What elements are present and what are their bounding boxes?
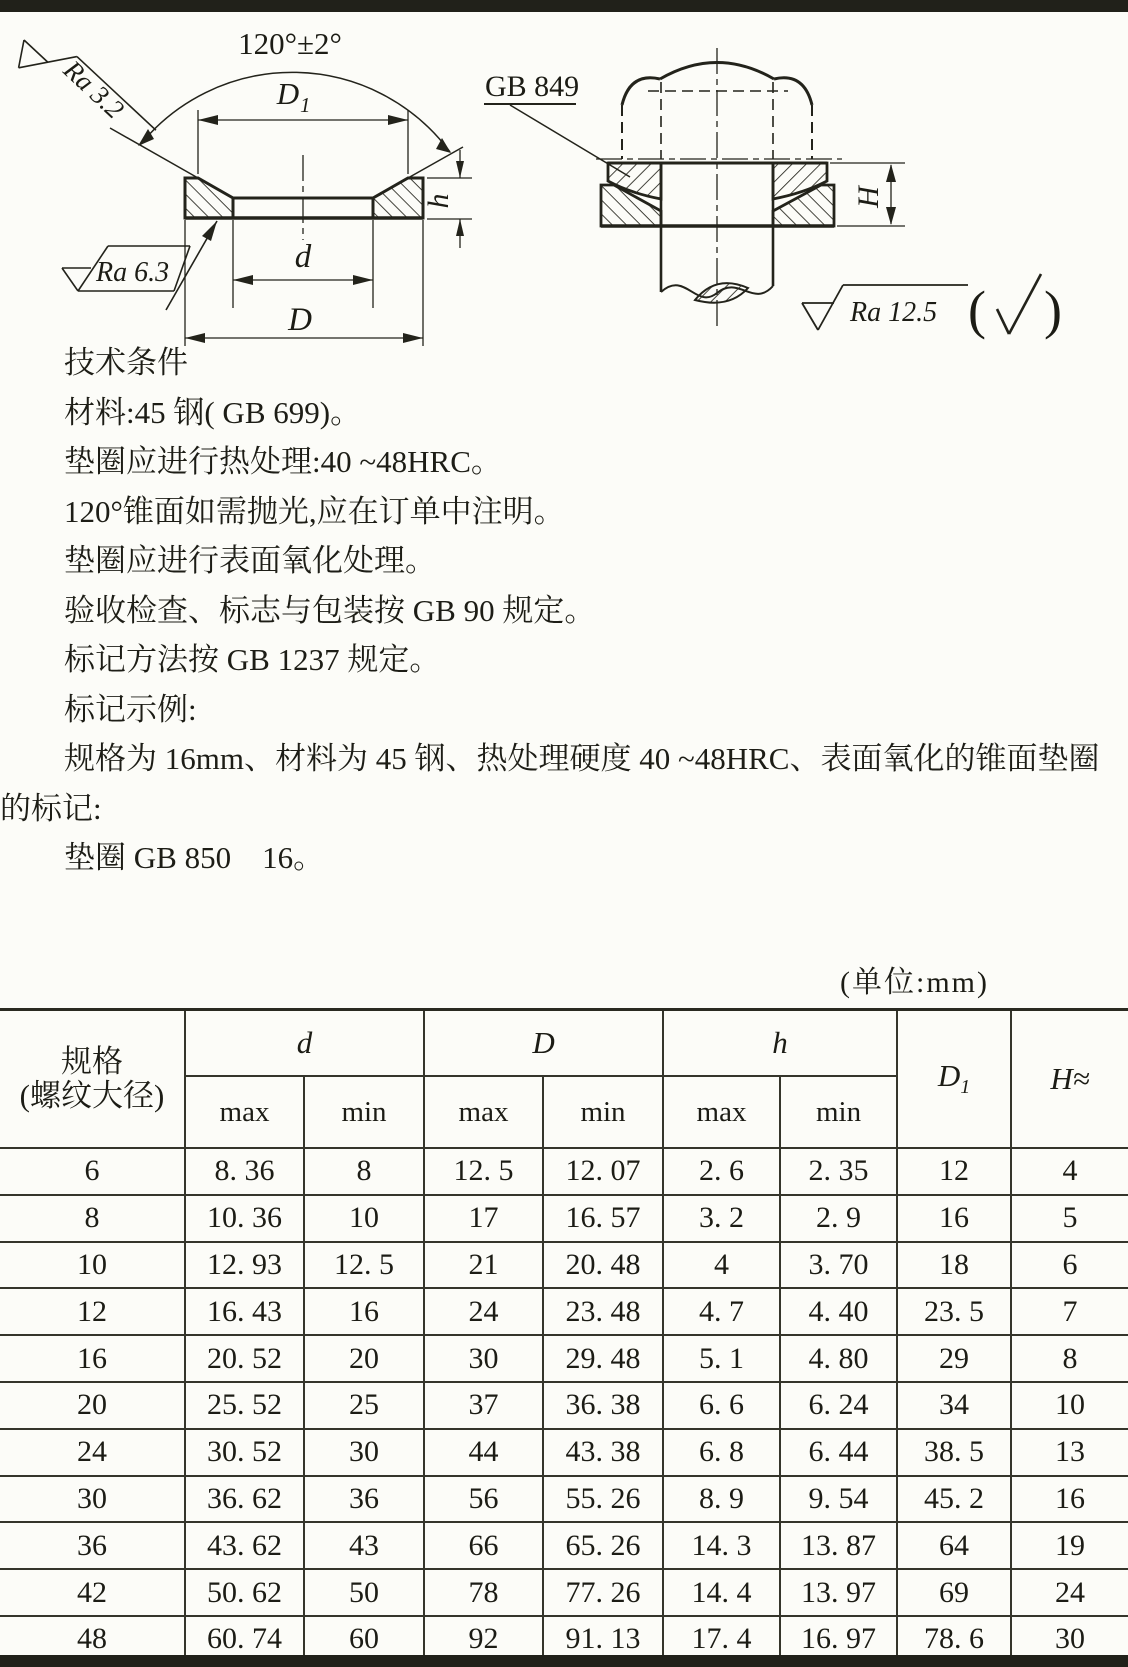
table-row: [0, 1242, 1128, 1289]
cell-h-min: 6. 44: [780, 1429, 897, 1476]
cell-d-max: 50. 62: [185, 1569, 304, 1616]
cell-h-max: 4. 7: [663, 1288, 780, 1335]
cell-h-min: 13. 87: [780, 1522, 897, 1569]
cell-h-min: 2. 35: [780, 1148, 897, 1195]
drawing-svg: [0, 8, 1128, 348]
cell-d-max: 43. 62: [185, 1522, 304, 1569]
cell-h-max: 6. 8: [663, 1429, 780, 1476]
cell-spec: 30: [0, 1476, 185, 1523]
note-polish: 120°锥面如需抛光,应在订单中注明。: [64, 493, 565, 529]
dimension-table: [0, 1008, 1128, 1664]
cell-d-min: 10: [304, 1195, 424, 1242]
col-header-H-approx: H≈: [1011, 1010, 1128, 1149]
spec-header-line1: 规格: [61, 1044, 123, 1079]
cell-spec: 12: [0, 1288, 185, 1335]
cell-D1: 16: [897, 1195, 1011, 1242]
cell-h-min: 6. 24: [780, 1382, 897, 1429]
ra-3-2-label: Ra 3.2: [57, 54, 130, 125]
cell-d-min: 12. 5: [304, 1242, 424, 1289]
cell-spec: 48: [0, 1616, 185, 1663]
cell-spec: 42: [0, 1569, 185, 1616]
cell-d-max: 36. 62: [185, 1476, 304, 1523]
cell-h-min: 9. 54: [780, 1476, 897, 1523]
cell-h-min: 3. 70: [780, 1242, 897, 1289]
D-label: D: [288, 302, 312, 338]
note-spec-line2: 的标记:: [0, 790, 102, 826]
units-note: (单位:mm): [840, 966, 989, 999]
cell-d-max: 25. 52: [185, 1382, 304, 1429]
cell-d-min: 60: [304, 1616, 424, 1663]
cell-h-max: 8. 9: [663, 1476, 780, 1523]
note-inspection: 验收检查、标志与包装按 GB 90 规定。: [64, 592, 596, 628]
cell-d-min: 50: [304, 1569, 424, 1616]
cell-H-approx: 6: [1011, 1242, 1128, 1289]
cell-D-max: 30: [424, 1335, 543, 1382]
sub-header-h-min: min: [780, 1076, 897, 1148]
paren-close: ): [1044, 280, 1062, 340]
cell-H-approx: 16: [1011, 1476, 1128, 1523]
cell-D1: 18: [897, 1242, 1011, 1289]
cell-d-max: 8. 36: [185, 1148, 304, 1195]
page-bottom-rule: [0, 1655, 1128, 1667]
cell-D-max: 12. 5: [424, 1148, 543, 1195]
cell-D1: 12: [897, 1148, 1011, 1195]
header-row-1: [0, 1010, 1128, 1077]
cell-D-min: 29. 48: [543, 1335, 663, 1382]
cell-D-min: 65. 26: [543, 1522, 663, 1569]
any-roughness-check-icon: [997, 274, 1041, 334]
cell-D-min: 91. 13: [543, 1616, 663, 1663]
cell-spec: 8: [0, 1195, 185, 1242]
cell-H-approx: 30: [1011, 1616, 1128, 1663]
cell-D-min: 77. 26: [543, 1569, 663, 1616]
cell-h-max: 17. 4: [663, 1616, 780, 1663]
note-designation: 垫圈 GB 850 16。: [64, 840, 325, 875]
cell-H-approx: 8: [1011, 1335, 1128, 1382]
cell-d-max: 30. 52: [185, 1429, 304, 1476]
cell-D-max: 17: [424, 1195, 543, 1242]
cell-H-approx: 7: [1011, 1288, 1128, 1335]
ra-12-5-label: Ra 12.5: [850, 297, 938, 328]
table-row: [0, 1382, 1128, 1429]
table-row: [0, 1569, 1128, 1616]
cell-D-min: 55. 26: [543, 1476, 663, 1523]
cell-D-max: 21: [424, 1242, 543, 1289]
washer-drawings: [0, 8, 1128, 348]
sub-header-d-min: min: [304, 1076, 424, 1148]
cell-h-min: 13. 97: [780, 1569, 897, 1616]
cell-h-max: 3. 2: [663, 1195, 780, 1242]
cell-D-min: 16. 57: [543, 1195, 663, 1242]
cell-H-approx: 10: [1011, 1382, 1128, 1429]
note-marking-example-title: 标记示例:: [64, 691, 197, 727]
note-material: 材料:45 钢( GB 699)。: [64, 394, 362, 430]
dimension-table-wrap: [0, 1008, 1128, 1664]
technical-notes: [0, 338, 1128, 883]
cell-h-min: 4. 40: [780, 1288, 897, 1335]
note-spec-line1: 规格为 16mm、材料为 45 钢、热处理硬度 40 ~48HRC、表面氧化的锥面垫圈: [64, 741, 1100, 776]
cell-D1: 29: [897, 1335, 1011, 1382]
d1-header-sub: 1: [960, 1076, 971, 1099]
spec-header-line2: (螺纹大径): [19, 1078, 165, 1113]
cell-spec: 36: [0, 1522, 185, 1569]
cell-D-max: 24: [424, 1288, 543, 1335]
cell-d-min: 20: [304, 1335, 424, 1382]
d1-header-letter: D: [937, 1058, 961, 1094]
note-marking-method: 标记方法按 GB 1237 规定。: [64, 642, 441, 677]
cell-H-approx: 5: [1011, 1195, 1128, 1242]
table-row: [0, 1335, 1128, 1382]
cell-d-min: 43: [304, 1522, 424, 1569]
cell-H-approx: 19: [1011, 1522, 1128, 1569]
cell-d-max: 10. 36: [185, 1195, 304, 1242]
washer-left-section: [185, 178, 233, 218]
table-row: [0, 1288, 1128, 1335]
cell-D-min: 43. 38: [543, 1429, 663, 1476]
col-header-D: D: [424, 1010, 663, 1077]
cell-D-min: 20. 48: [543, 1242, 663, 1289]
cell-d-min: 36: [304, 1476, 424, 1523]
sub-header-d-max: max: [185, 1076, 304, 1148]
cell-D1: 78. 6: [897, 1616, 1011, 1663]
angle-label: 120°±2°: [238, 26, 342, 61]
col-header-h: h: [663, 1010, 897, 1077]
ra-6-3-label: Ra 6.3: [96, 257, 170, 288]
d1-label: D: [276, 76, 300, 111]
table-body: [0, 1148, 1128, 1663]
cell-d-min: 30: [304, 1429, 424, 1476]
cell-spec: 6: [0, 1148, 185, 1195]
cell-h-min: 16. 97: [780, 1616, 897, 1663]
cell-spec: 24: [0, 1429, 185, 1476]
table-row: [0, 1148, 1128, 1195]
d1-sub: 1: [300, 93, 311, 117]
gb849-label: GB 849: [485, 70, 580, 103]
cell-h-max: 6. 6: [663, 1382, 780, 1429]
col-header-D1: [897, 1010, 1011, 1149]
cell-D-max: 92: [424, 1616, 543, 1663]
cell-D-max: 78: [424, 1569, 543, 1616]
cell-D-min: 36. 38: [543, 1382, 663, 1429]
cell-D-max: 66: [424, 1522, 543, 1569]
cell-d-max: 60. 74: [185, 1616, 304, 1663]
cell-d-min: 8: [304, 1148, 424, 1195]
table-row: [0, 1522, 1128, 1569]
table-row: [0, 1476, 1128, 1523]
sub-header-D-min: min: [543, 1076, 663, 1148]
cell-h-max: 5. 1: [663, 1335, 780, 1382]
cell-h-min: 4. 80: [780, 1335, 897, 1382]
cell-d-max: 12. 93: [185, 1242, 304, 1289]
washer-right-section: [373, 178, 423, 218]
cell-d-max: 16. 43: [185, 1288, 304, 1335]
sub-header-D-max: max: [424, 1076, 543, 1148]
cell-spec: 20: [0, 1382, 185, 1429]
cell-D-max: 37: [424, 1382, 543, 1429]
sub-header-h-max: max: [663, 1076, 780, 1148]
cell-D1: 34: [897, 1382, 1011, 1429]
table-row: [0, 1195, 1128, 1242]
cell-D-min: 23. 48: [543, 1288, 663, 1335]
cell-spec: 10: [0, 1242, 185, 1289]
cell-D1: 38. 5: [897, 1429, 1011, 1476]
cell-D-max: 56: [424, 1476, 543, 1523]
cell-D-min: 12. 07: [543, 1148, 663, 1195]
cell-d-min: 16: [304, 1288, 424, 1335]
cell-H-approx: 13: [1011, 1429, 1128, 1476]
table-row: [0, 1429, 1128, 1476]
cell-h-min: 2. 9: [780, 1195, 897, 1242]
cell-h-max: 4: [663, 1242, 780, 1289]
col-header-spec: [0, 1010, 185, 1149]
cell-h-max: 14. 4: [663, 1569, 780, 1616]
H-label: H: [852, 186, 885, 208]
cell-d-min: 25: [304, 1382, 424, 1429]
h-label: h: [422, 193, 455, 209]
cell-H-approx: 24: [1011, 1569, 1128, 1616]
cell-d-max: 20. 52: [185, 1335, 304, 1382]
note-heat-treatment: 垫圈应进行热处理:40 ~48HRC。: [64, 444, 502, 479]
cell-D1: 69: [897, 1569, 1011, 1616]
cell-H-approx: 4: [1011, 1148, 1128, 1195]
paren-open: (: [968, 280, 986, 340]
d-label: d: [294, 239, 312, 275]
cell-D1: 64: [897, 1522, 1011, 1569]
col-header-d: d: [185, 1010, 424, 1077]
cell-D-max: 44: [424, 1429, 543, 1476]
cell-spec: 16: [0, 1335, 185, 1382]
cell-h-max: 14. 3: [663, 1522, 780, 1569]
cell-h-max: 2. 6: [663, 1148, 780, 1195]
note-oxidation: 垫圈应进行表面氧化处理。: [64, 543, 436, 578]
notes-title: 技术条件: [64, 345, 188, 380]
cell-D1: 23. 5: [897, 1288, 1011, 1335]
cell-D1: 45. 2: [897, 1476, 1011, 1523]
